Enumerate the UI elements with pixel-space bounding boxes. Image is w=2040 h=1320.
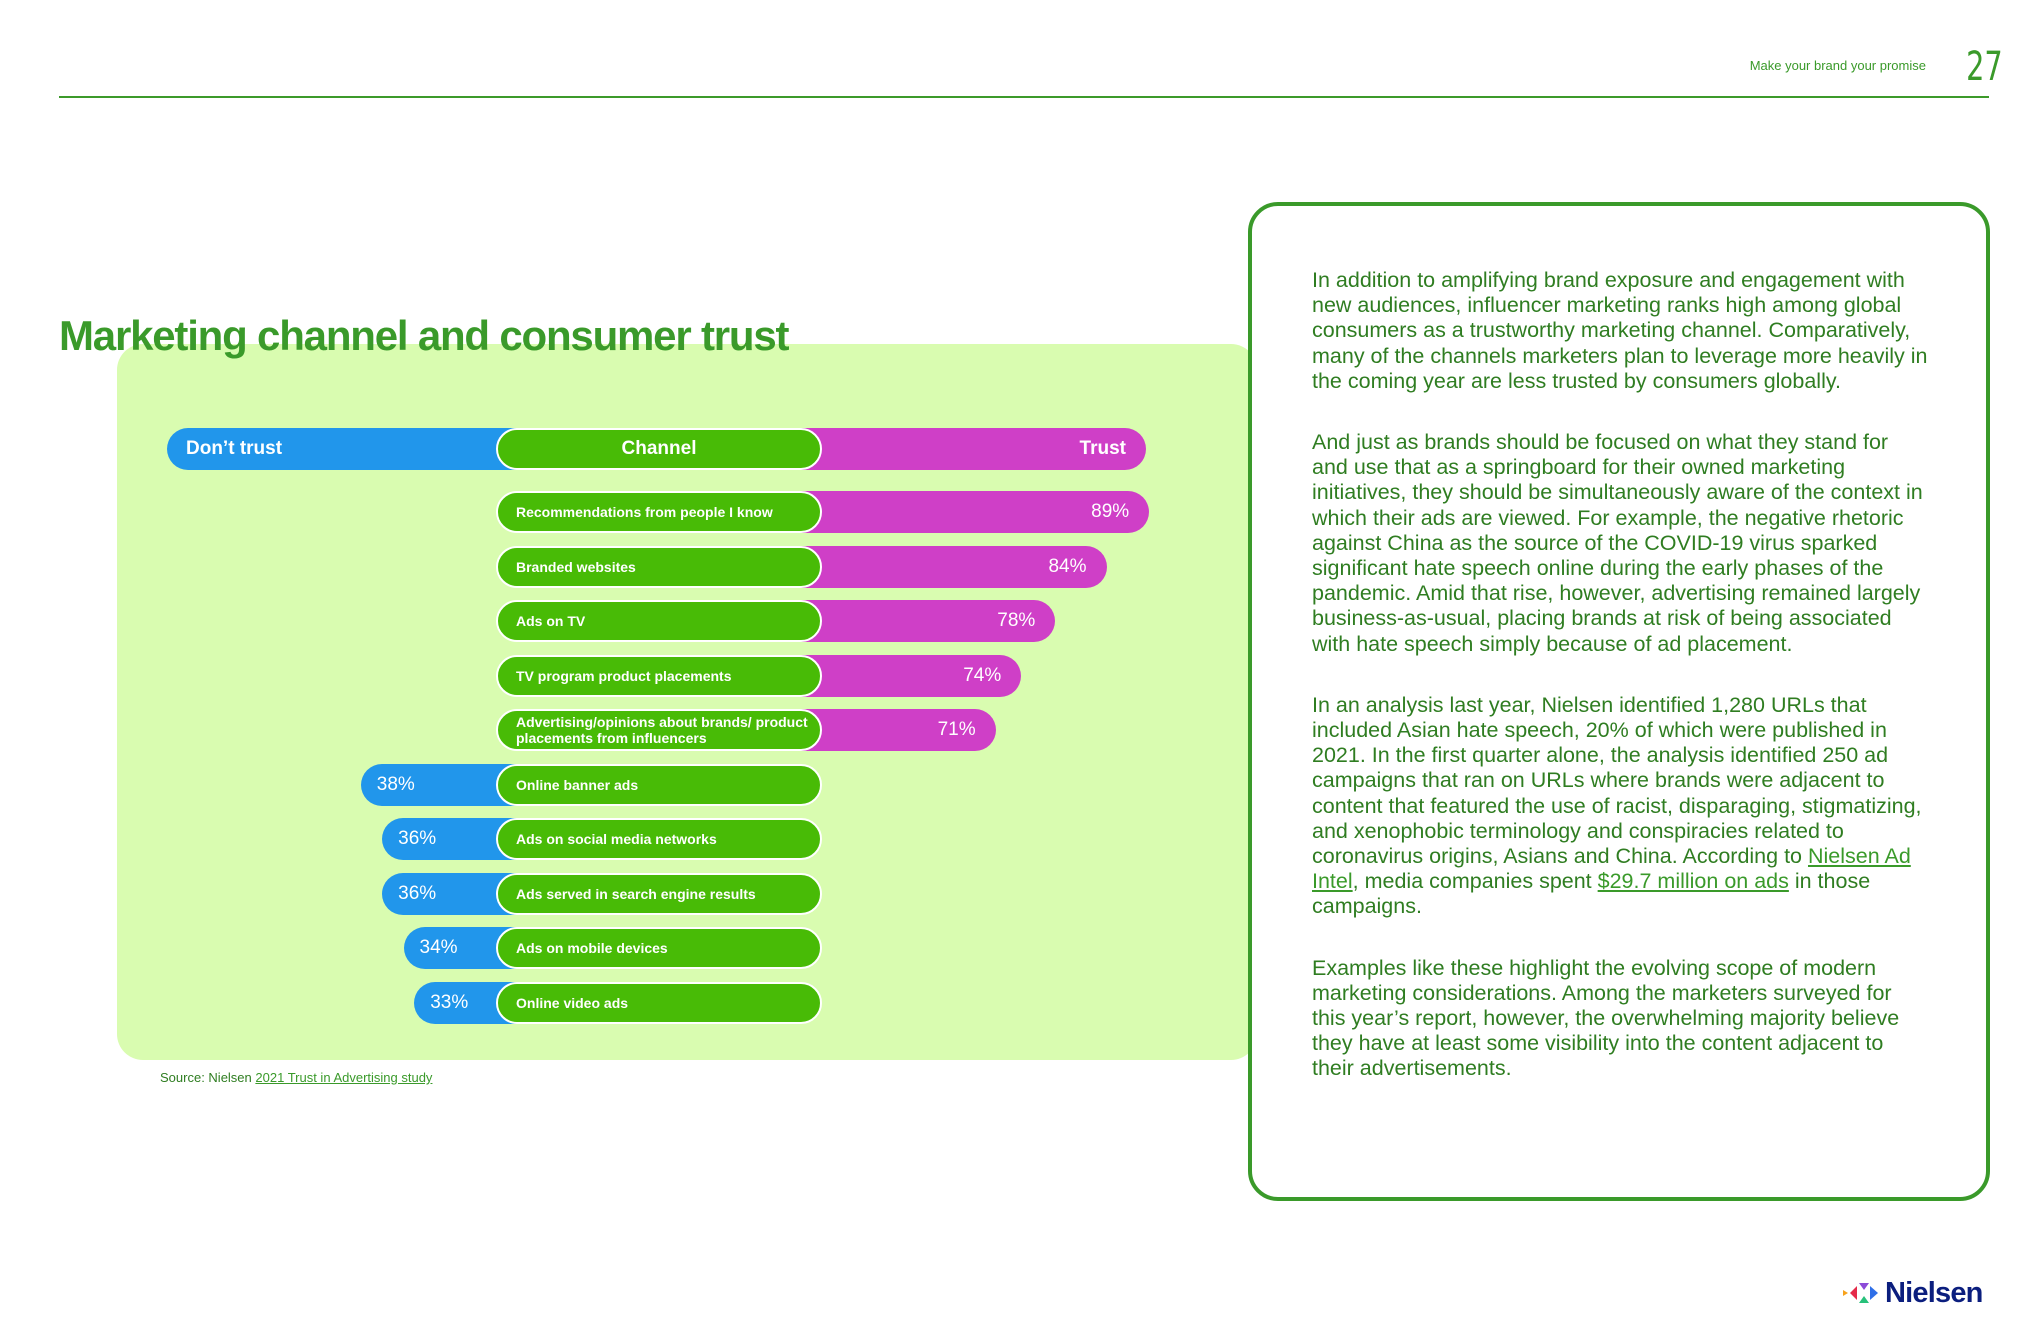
trust-bar: 78% bbox=[770, 600, 1055, 642]
paragraph-1: In addition to amplifying brand exposure and engagement with new audiences, influencer marketing ranks high among global consumers as a trustworthy marketing channel. Comparatively, many of the channels marketers plan to leverage more heavily in the coming year are less trusted by consumers globally. bbox=[1312, 268, 1928, 393]
dont-trust-bar: 38% bbox=[361, 764, 590, 806]
nielsen-logo-icon bbox=[1842, 1282, 1882, 1304]
nielsen-logo bbox=[1842, 1278, 1983, 1308]
dont-trust-bar: 33% bbox=[414, 982, 590, 1024]
nielsen-ad-intel-link[interactable]: Nielsen Ad Intel bbox=[1312, 844, 1911, 894]
source-link[interactable]: 2021 Trust in Advertising study bbox=[255, 1070, 433, 1085]
paragraph-3-text-c: in those campaigns. bbox=[1312, 869, 1871, 919]
paragraph-3-text-b: , media companies spent bbox=[1352, 869, 1598, 894]
header-dont-trust: Don’t trust bbox=[167, 428, 547, 470]
page-number: 27 bbox=[1966, 44, 2003, 90]
channel-label: Ads served in search engine results bbox=[496, 873, 822, 915]
trust-bar: 71% bbox=[770, 709, 996, 751]
body-text bbox=[1312, 268, 1928, 1118]
paragraph-3 bbox=[1312, 693, 1928, 920]
channel-label: TV program product placements bbox=[496, 655, 822, 697]
ad-spend-link[interactable]: $29.7 million on ads bbox=[1597, 869, 1789, 894]
paragraph-4: Examples like these highlight the evolving scope of modern marketing considerations. Among the marketers surveyed for this year’s report, however, the overwhelming majority believe they have at least some visibility into the content adjacent to their advertisements. bbox=[1312, 955, 1900, 1081]
channel-label: Ads on mobile devices bbox=[496, 927, 822, 969]
channel-label: Recommendations from people I know bbox=[496, 491, 822, 533]
channel-label: Ads on TV bbox=[496, 600, 822, 642]
channel-label: Branded websites bbox=[496, 546, 822, 588]
trust-bar: 84% bbox=[770, 546, 1107, 588]
source-prefix: Source: Nielsen bbox=[160, 1070, 256, 1085]
header-channel: Channel bbox=[496, 428, 822, 470]
header-divider bbox=[59, 96, 1989, 98]
channel-label: Online video ads bbox=[496, 982, 822, 1024]
channel-label: Advertising/opinions about brands/ product placements from influencers bbox=[496, 709, 822, 751]
paragraph-3-text-a: In an analysis last year, Nielsen identified 1,280 URLs that included Asian hate speech, 20% of which were published in 2021. In the first quarter alone, the analysis identified 250 ad campaigns that ran on URLs where brands were adjacent to content that featured the use of racist, disparaging, stigmatizing, and xenophobic terminology and conspiracies related to coronavirus origins, Asians and China. According to bbox=[1312, 692, 1922, 869]
chart-title: Marketing channel and consumer trust bbox=[59, 312, 789, 359]
channel-label: Ads on social media networks bbox=[496, 818, 822, 860]
paragraph-2: And just as brands should be focused on what they stand for and use that as a springboard for their owned marketing initiatives, they should be simultaneously aware of the context in which their ads are viewed. For example, the negative rhetoric against China as the source of the COVID-19 virus sparked significant hate speech online during the early phases of the pandemic. Amid that rise, however, advertising remained largely business-as-usual, placing brands at risk of being associated with hate speech simply because of ad placement. bbox=[1312, 430, 1923, 656]
dont-trust-bar: 34% bbox=[404, 927, 590, 969]
chart-source bbox=[160, 1070, 432, 1085]
running-head: Make your brand your promise bbox=[1749, 58, 1926, 73]
channel-label: Online banner ads bbox=[496, 764, 822, 806]
trust-bar: 74% bbox=[770, 655, 1021, 697]
dont-trust-bar: 36% bbox=[382, 818, 590, 860]
dont-trust-bar: 36% bbox=[382, 873, 590, 915]
trust-bar: 89% bbox=[770, 491, 1149, 533]
nielsen-wordmark: Nielsen bbox=[1885, 1277, 1983, 1309]
header-trust: Trust bbox=[770, 428, 1146, 470]
